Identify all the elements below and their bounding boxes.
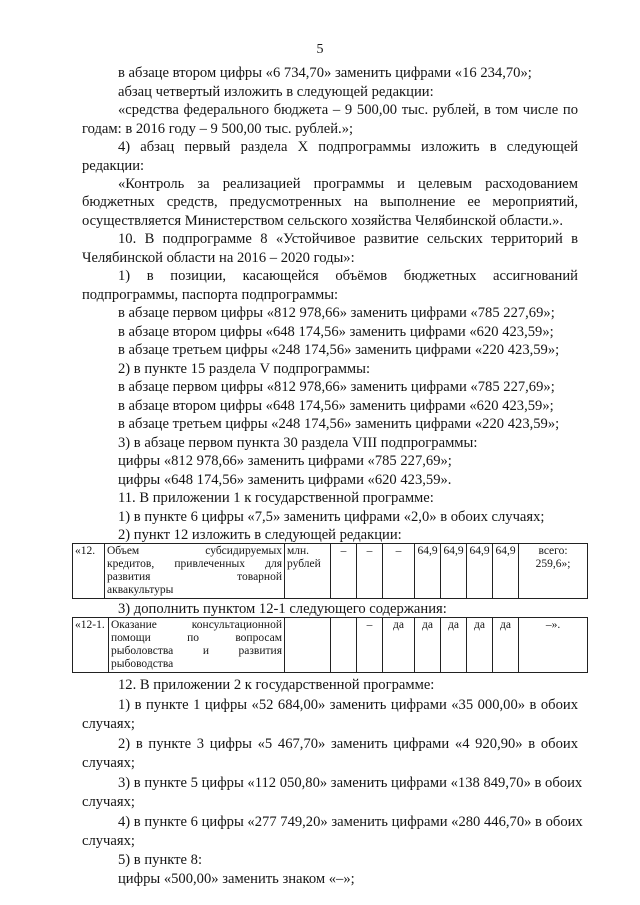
table-item-12	[72, 543, 588, 599]
value-cell: да	[441, 618, 467, 673]
text-line: редакции:	[82, 158, 145, 174]
text-line: «средства федерального бюджета – 9 500,00 тыс. рублей, в том числе по	[118, 102, 578, 118]
value-cell: 64,9	[493, 544, 519, 599]
text-line: в абзаце третьем цифры «248 174,56» заменить цифрами «220 423,59»;	[118, 416, 560, 432]
text-line: Челябинской области на 2016 – 2020 годы»:	[82, 250, 355, 266]
text-line: случаях;	[82, 755, 135, 771]
item-unit: млн. рублей	[285, 544, 331, 599]
text-line: 2) пункт 12 изложить в следующей редакции:	[118, 527, 402, 543]
text-line: осуществляется Министерством сельского хозяйства Челябинской области.».	[82, 213, 564, 229]
text-line: 1) в позиции, касающейся объёмов бюджетных ассигнований	[118, 268, 578, 284]
value-cell: да	[383, 618, 415, 673]
table-row	[73, 618, 588, 673]
text-line: годам: в 2016 году – 9 500,00 тыс. рублей.»;	[82, 121, 354, 137]
text-line: цифры «648 174,56» заменить цифрами «620 423,59».	[118, 472, 452, 488]
text-line: подпрограммы, паспорта подпрограммы:	[82, 287, 339, 303]
value-cell: –	[383, 544, 415, 599]
text-line: 3) в абзаце первом пункта 30 раздела VIII подпрограммы:	[118, 435, 478, 451]
page-number: 5	[316, 42, 324, 57]
value-cell: да	[493, 618, 519, 673]
text-line: в абзаце третьем цифры «248 174,56» заменить цифрами «220 423,59»;	[118, 342, 560, 358]
total-cell: всего: 259,6»;	[519, 544, 588, 599]
text-line: 2) в пункте 3 цифры «5 467,70» заменить цифрами «4 920,90» в обоих	[118, 736, 578, 752]
value-cell: да	[415, 618, 441, 673]
value-cell: –	[357, 544, 383, 599]
text-line: случаях;	[82, 833, 135, 849]
text-line: цифры «812 978,66» заменить цифрами «785 227,69»;	[118, 453, 452, 469]
text-line: 3) дополнить пунктом 12-1 следующего содержания:	[118, 601, 447, 617]
text-line: 2) в пункте 15 раздела V подпрограммы:	[118, 361, 371, 377]
text-line: 3) в пункте 5 цифры «112 050,80» заменить цифрами «138 849,70» в обоих	[118, 775, 583, 791]
text-line: в абзаце первом цифры «812 978,66» заменить цифрами «785 227,69»;	[118, 379, 555, 395]
text-line: абзац четвертый изложить в следующей редакции:	[118, 84, 434, 100]
item-description: Объем субсидируемых кредитов, привлеченных для развития товарной аквакультуры	[105, 544, 285, 599]
table-item-12-1	[72, 617, 588, 673]
text-line: в абзаце втором цифры «6 734,70» заменить цифрами «16 234,70»;	[118, 65, 532, 81]
text-line: 1) в пункте 1 цифры «52 684,00» заменить цифрами «35 000,00» в обоих	[118, 697, 578, 713]
item-number: «12-1.	[73, 618, 109, 673]
value-cell: 64,9	[467, 544, 493, 599]
text-line: случаях;	[82, 794, 135, 810]
item-number: «12.	[73, 544, 105, 599]
text-line: случаях;	[82, 716, 135, 732]
text-line: в абзаце втором цифры «648 174,56» заменить цифрами «620 423,59»;	[118, 324, 554, 340]
text-line: 4) в пункте 6 цифры «277 749,20» заменить цифрами «280 446,70» в обоих	[118, 814, 583, 830]
text-line: 4) абзац первый раздела X подпрограммы изложить в следующей	[118, 139, 578, 155]
value-cell: 64,9	[441, 544, 467, 599]
text-line: 1) в пункте 6 цифры «7,5» заменить цифрами «2,0» в обоих случаях;	[118, 509, 545, 525]
text-line: 10. В подпрограмме 8 «Устойчивое развитие сельских территорий в	[118, 231, 578, 247]
text-line: 5) в пункте 8:	[118, 852, 203, 868]
value-cell	[331, 618, 357, 673]
value-cell: 64,9	[415, 544, 441, 599]
value-cell: –	[357, 618, 383, 673]
value-cell: –	[331, 544, 357, 599]
item-unit	[285, 618, 331, 673]
text-line: цифры «500,00» заменить знаком «–»;	[118, 871, 355, 887]
item-description: Оказание консультационной помощи по вопросам рыболовства и развития рыбоводства	[109, 618, 285, 673]
text-line: 12. В приложении 2 к государственной программе:	[118, 677, 435, 693]
text-line: «Контроль за реализацией программы и целевым расходованием	[118, 176, 578, 192]
table-row	[73, 544, 588, 599]
text-line: 11. В приложении 1 к государственной программе:	[118, 490, 434, 506]
text-line: в абзаце втором цифры «648 174,56» заменить цифрами «620 423,59»;	[118, 398, 554, 414]
value-cell: да	[467, 618, 493, 673]
text-line: в абзаце первом цифры «812 978,66» заменить цифрами «785 227,69»;	[118, 305, 555, 321]
total-cell: –».	[519, 618, 588, 673]
text-line: бюджетных средств, предусмотренных на выполнение ее мероприятий,	[82, 194, 578, 210]
